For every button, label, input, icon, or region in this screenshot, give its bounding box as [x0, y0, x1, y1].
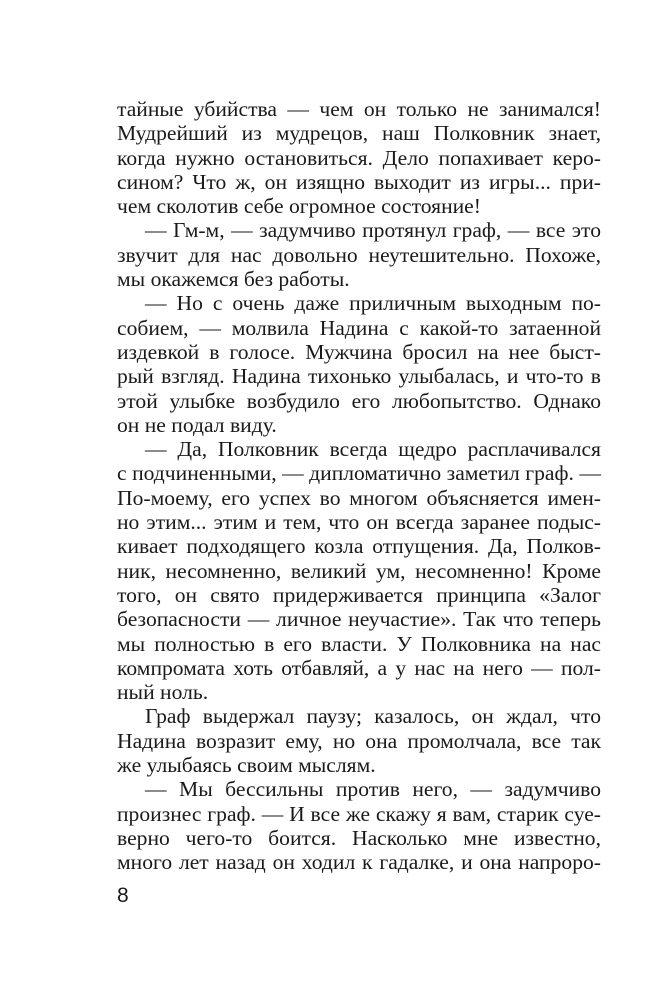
page-number: 8	[117, 884, 129, 907]
paragraph	[117, 777, 601, 874]
text-line: мы полностью в его власти. У Полковника на нас	[117, 631, 601, 656]
book-page-text	[117, 97, 601, 875]
text-line: тайные убийства — чем он только не занимался!	[117, 97, 601, 121]
text-line: — Мы бессильны против него, — задумчиво	[145, 777, 601, 802]
text-line: когда нужно остановиться. Дело попахивает керо-	[117, 145, 601, 170]
text-line: ный ноль.	[117, 680, 209, 705]
text-line: этой улыбке возбудило его любопытство. Однако	[117, 388, 601, 413]
text-line: мы окажемся без работы.	[117, 267, 350, 292]
text-line: он не подал виду.	[117, 412, 277, 437]
text-line: с подчиненными, — дипломатично заметил граф. —	[117, 461, 601, 486]
text-line: сином? Что ж, он изящно выходит из игры... при-	[117, 169, 601, 194]
paragraph	[117, 218, 601, 291]
text-line: верно чего-то боится. Насколько мне известно,	[117, 825, 601, 850]
paragraph	[117, 291, 601, 437]
text-line: собием, — молвила Надина с какой-то затаенной	[117, 315, 601, 340]
text-line: Граф выдержал паузу; казалось, он ждал, что	[145, 704, 601, 729]
text-line: же улыбаясь своим мыслям.	[117, 753, 376, 778]
text-line: кивает подходящего козла отпущения. Да, Полков-	[117, 534, 601, 559]
text-line: По-моему, его успех во многом объясняется имен-	[117, 485, 601, 510]
text-line: рый взгляд. Надина тихонько улыбалась, и что-то в	[117, 364, 601, 389]
text-line: много лет назад он ходил к гадалке, и она напроро-	[117, 850, 601, 875]
text-line: ник, несомненно, великий ум, несомненно! Кроме	[117, 558, 601, 583]
text-line: того, он свято придерживается принципа «Залог	[117, 582, 601, 607]
paragraph	[117, 704, 601, 777]
paragraph	[117, 97, 601, 218]
text-line: безопасности — личное неучастие». Так что теперь	[117, 607, 601, 632]
text-line: Мудрейший из мудрецов, наш Полковник знает,	[117, 121, 601, 146]
text-line: звучит для нас довольно неутешительно. Похоже,	[117, 242, 601, 267]
text-line: издевкой в голосе. Мужчина бросил на нее быст-	[117, 339, 601, 364]
text-line: — Но с очень даже приличным выходным по-	[145, 291, 601, 316]
text-line: чем сколотив себе огромное состояние!	[117, 194, 481, 219]
text-line: произнес граф. — И все же скажу я вам, старик суе-	[117, 801, 601, 826]
text-line: Надина возразит ему, но она промолчала, все так	[117, 728, 601, 753]
paragraph	[117, 437, 601, 704]
text-line: — Гм-м, — задумчиво протянул граф, — все это	[145, 218, 601, 243]
text-line: — Да, Полковник всегда щедро расплачивался	[145, 437, 601, 462]
text-line: но этим... этим и тем, что он всегда заранее подыс-	[117, 510, 601, 535]
text-line: компромата хоть отбавляй, а у нас на него — пол-	[117, 655, 601, 680]
